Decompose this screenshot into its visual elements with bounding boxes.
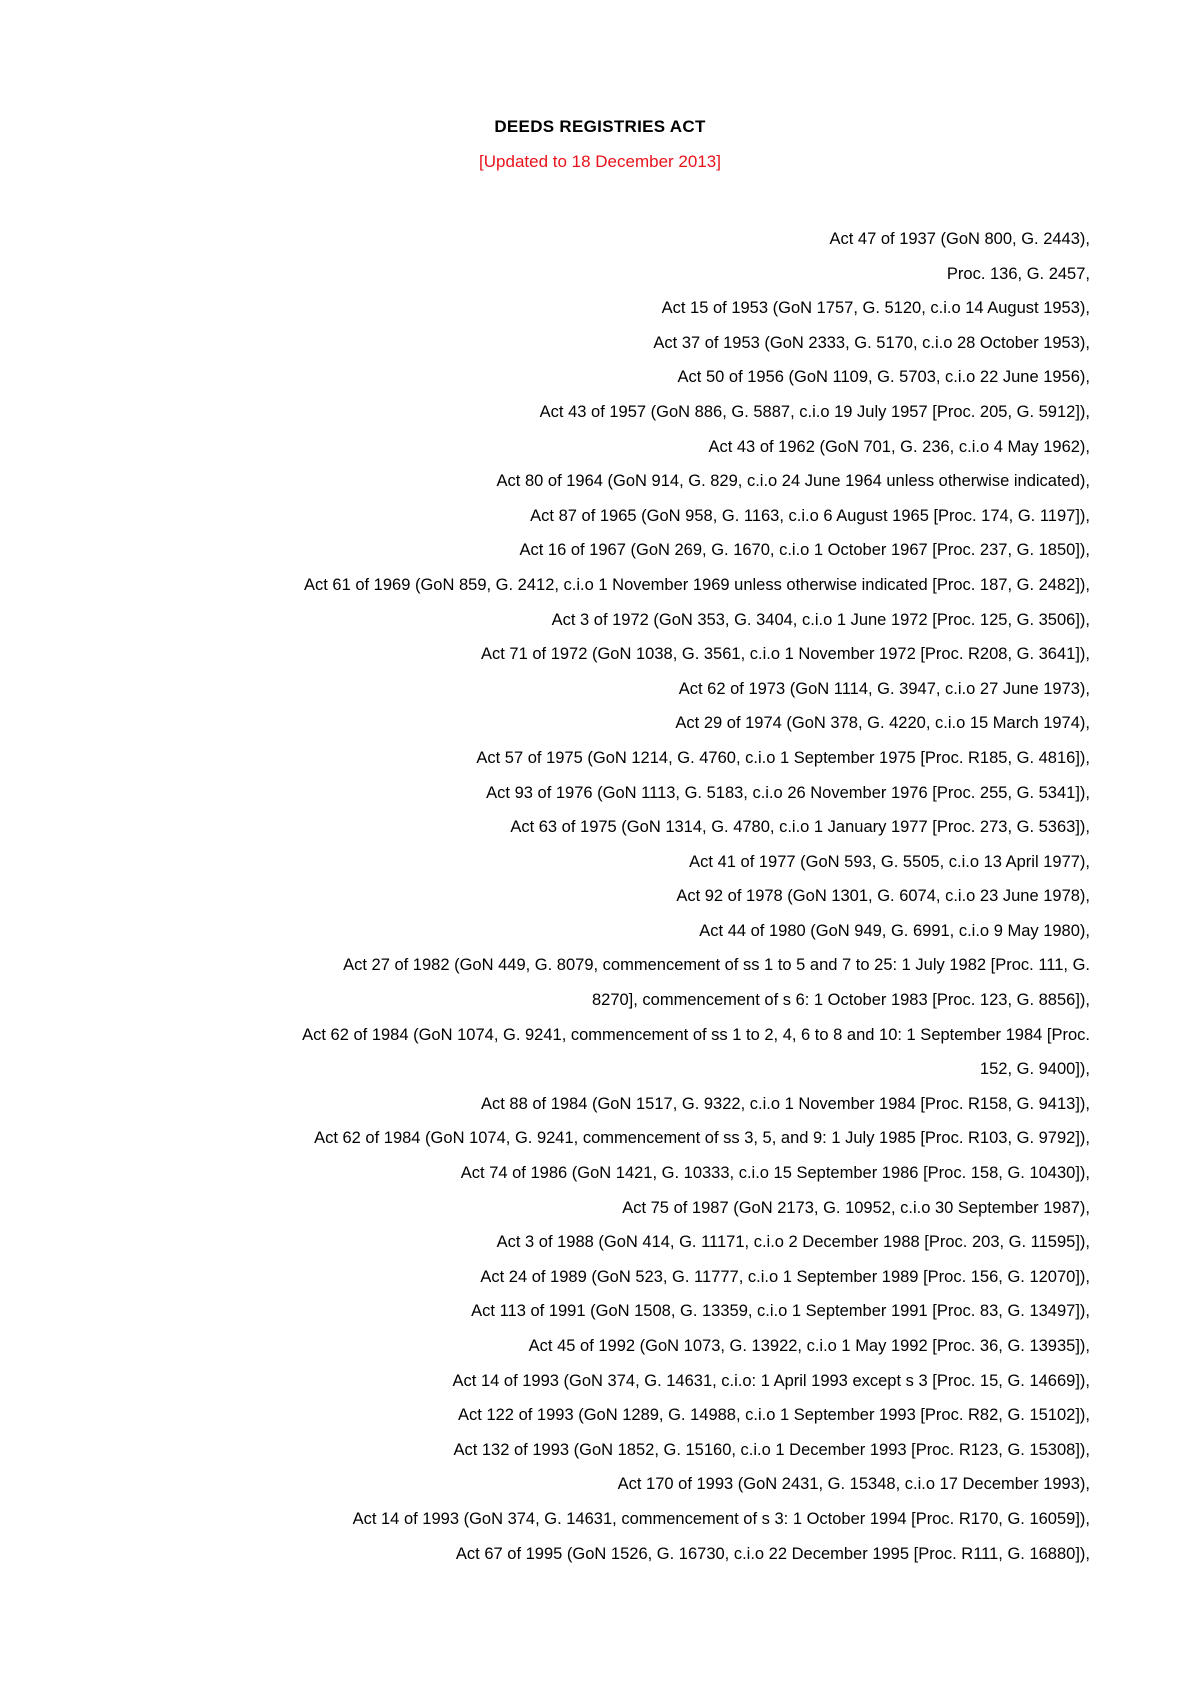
history-line: Act 29 of 1974 (GoN 378, G. 4220, c.i.o 15 March 1974), xyxy=(675,714,1090,733)
history-line: Act 67 of 1995 (GoN 1526, G. 16730, c.i.o 22 December 1995 [Proc. R111, G. 16880]), xyxy=(455,1544,1090,1563)
history-line: Act 92 of 1978 (GoN 1301, G. 6074, c.i.o 23 June 1978), xyxy=(676,887,1090,906)
history-line: Act 14 of 1993 (GoN 374, G. 14631, c.i.o: 1 April 1993 except s 3 [Proc. 15, G. 14669]), xyxy=(452,1371,1090,1390)
document-title: DEEDS REGISTRIES ACT xyxy=(494,117,706,136)
history-line: Act 132 of 1993 (GoN 1852, G. 15160, c.i.o 1 December 1993 [Proc. R123, G. 15308]), xyxy=(453,1440,1090,1459)
history-line: Act 3 of 1972 (GoN 353, G. 3404, c.i.o 1 June 1972 [Proc. 125, G. 3506]), xyxy=(551,610,1090,629)
history-line: Act 62 of 1984 (GoN 1074, G. 9241, commencement of ss 3, 5, and 9: 1 July 1985 [Proc. R103, G. 9792]), xyxy=(314,1129,1090,1148)
history-line: Act 57 of 1975 (GoN 1214, G. 4760, c.i.o 1 September 1975 [Proc. R185, G. 4816]), xyxy=(476,748,1090,767)
history-line: Act 63 of 1975 (GoN 1314, G. 4780, c.i.o 1 January 1977 [Proc. 273, G. 5363]), xyxy=(510,818,1090,837)
history-line: Act 87 of 1965 (GoN 958, G. 1163, c.i.o 6 August 1965 [Proc. 174, G. 1197]), xyxy=(530,506,1090,525)
history-line: Act 75 of 1987 (GoN 2173, G. 10952, c.i.o 30 September 1987), xyxy=(622,1198,1090,1217)
history-line: Act 24 of 1989 (GoN 523, G. 11777, c.i.o 1 September 1989 [Proc. 156, G. 12070]), xyxy=(480,1267,1090,1286)
history-line: Act 170 of 1993 (GoN 2431, G. 15348, c.i.o 17 December 1993), xyxy=(617,1475,1090,1494)
history-line: Act 45 of 1992 (GoN 1073, G. 13922, c.i.o 1 May 1992 [Proc. 36, G. 13935]), xyxy=(528,1337,1090,1355)
history-line: Act 93 of 1976 (GoN 1113, G. 5183, c.i.o 26 November 1976 [Proc. 255, G. 5341]), xyxy=(486,783,1090,802)
history-line: Proc. 136, G. 2457, xyxy=(946,264,1090,283)
history-line: Act 88 of 1984 (GoN 1517, G. 9322, c.i.o 1 November 1984 [Proc. R158, G. 9413]), xyxy=(480,1094,1090,1113)
history-line: Act 50 of 1956 (GoN 1109, G. 5703, c.i.o 22 June 1956), xyxy=(677,368,1090,387)
history-line: Act 16 of 1967 (GoN 269, G. 1670, c.i.o 1 October 1967 [Proc. 237, G. 1850]), xyxy=(519,541,1090,560)
history-line: Act 3 of 1988 (GoN 414, G. 11171, c.i.o 2 December 1988 [Proc. 203, G. 11595]), xyxy=(496,1233,1090,1252)
history-line: Act 14 of 1993 (GoN 374, G. 14631, commencement of s 3: 1 October 1994 [Proc. R170, G. 16059]), xyxy=(352,1509,1090,1528)
history-line: 152, G. 9400]), xyxy=(979,1060,1090,1079)
history-line: Act 27 of 1982 (GoN 449, G. 8079, commencement of ss 1 to 5 and 7 to 25: 1 July 1982 [Proc. 111, G. xyxy=(343,956,1090,975)
history-line: Act 80 of 1964 (GoN 914, G. 829, c.i.o 24 June 1964 unless otherwise indicated), xyxy=(496,472,1090,491)
history-line: Act 41 of 1977 (GoN 593, G. 5505, c.i.o 13 April 1977), xyxy=(689,852,1090,871)
history-line: Act 74 of 1986 (GoN 1421, G. 10333, c.i.o 15 September 1986 [Proc. 158, G. 10430]), xyxy=(460,1164,1090,1183)
history-line: Act 44 of 1980 (GoN 949, G. 6991, c.i.o 9 May 1980), xyxy=(699,921,1090,940)
history-line: Act 62 of 1973 (GoN 1114, G. 3947, c.i.o 27 June 1973), xyxy=(678,679,1090,698)
history-line: Act 62 of 1984 (GoN 1074, G. 9241, commencement of ss 1 to 2, 4, 6 to 8 and 10: 1 September 1984 [Proc. xyxy=(302,1025,1090,1044)
update-note: [Updated to 18 December 2013] xyxy=(479,152,721,171)
history-line: Act 43 of 1957 (GoN 886, G. 5887, c.i.o 19 July 1957 [Proc. 205, G. 5912]), xyxy=(539,402,1090,421)
history-line: Act 122 of 1993 (GoN 1289, G. 14988, c.i.o 1 September 1993 [Proc. R82, G. 15102]), xyxy=(458,1406,1090,1425)
history-line: Act 61 of 1969 (GoN 859, G. 2412, c.i.o 1 November 1969 unless otherwise indicated [Proc. 187, G. 2482]), xyxy=(303,575,1090,594)
history-line: Act 71 of 1972 (GoN 1038, G. 3561, c.i.o 1 November 1972 [Proc. R208, G. 3641]), xyxy=(480,645,1090,664)
history-line: Act 15 of 1953 (GoN 1757, G. 5120, c.i.o 14 August 1953), xyxy=(661,299,1090,318)
history-line: Act 47 of 1937 (GoN 800, G. 2443), xyxy=(829,230,1090,248)
legislative-history-list xyxy=(120,222,1090,1571)
history-line: Act 37 of 1953 (GoN 2333, G. 5170, c.i.o 28 October 1953), xyxy=(653,333,1090,352)
history-line: 8270], commencement of s 6: 1 October 1983 [Proc. 123, G. 8856]), xyxy=(591,991,1090,1010)
history-line: Act 113 of 1991 (GoN 1508, G. 13359, c.i.o 1 September 1991 [Proc. 83, G. 13497]), xyxy=(471,1302,1090,1321)
history-line: Act 43 of 1962 (GoN 701, G. 236, c.i.o 4 May 1962), xyxy=(708,437,1090,456)
